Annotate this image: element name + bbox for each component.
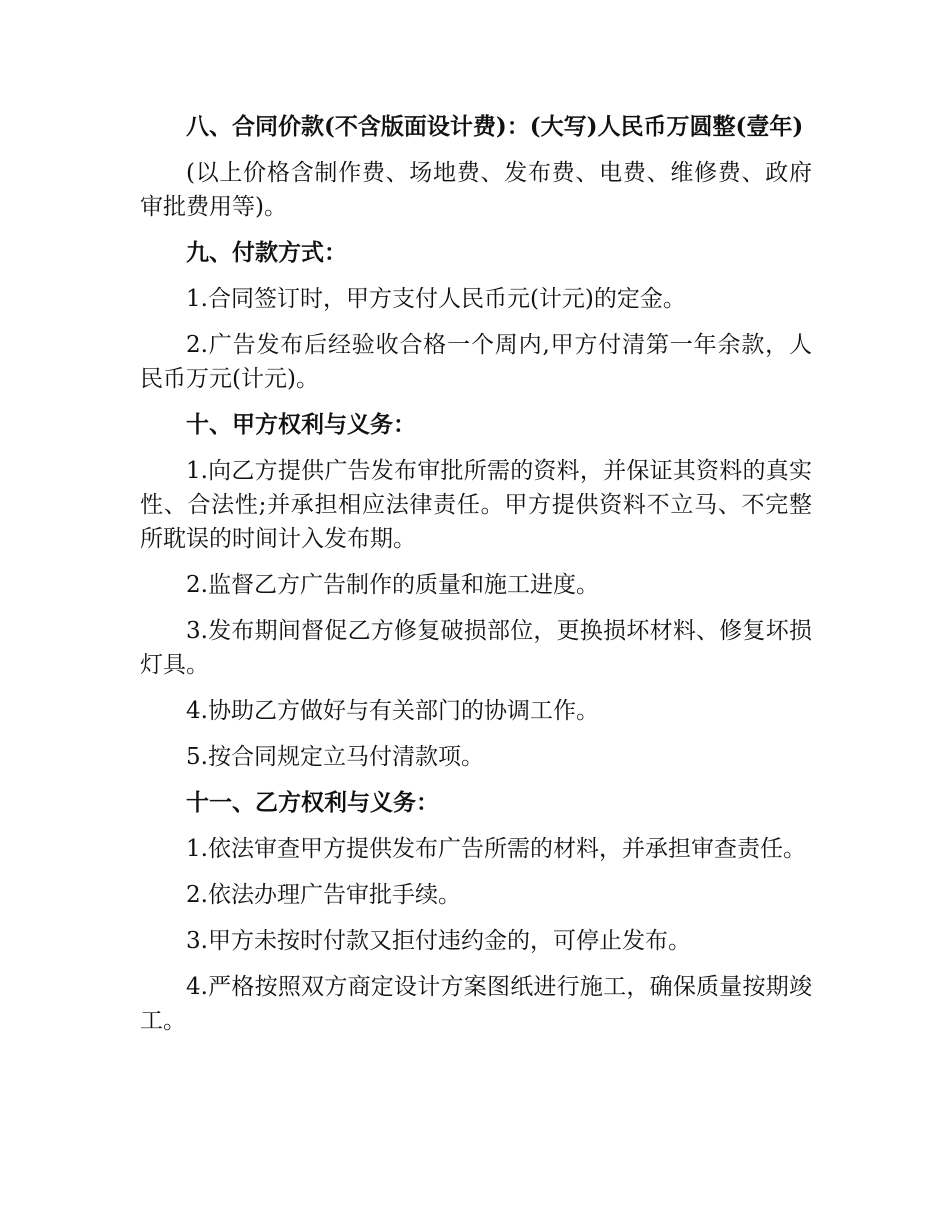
section-10-heading: 十、甲方权利与义务： [186, 411, 416, 438]
section-10-item-4: 4.协助乙方做好与有关部门的协调工作。 [186, 698, 599, 724]
section-8-heading: 八、合同价款(不含版面设计费)：(大写)人民币万圆整(壹年) [186, 113, 804, 140]
section-11-item-2: 2.依法办理广告审批手续。 [186, 882, 461, 908]
section-9-heading: 九、付款方式： [186, 239, 347, 266]
section-11-item-3: 3.甲方未按时付款又拒付违约金的，可停止发布。 [186, 928, 691, 954]
section-10-item-3: 3.发布期间督促乙方修复破损部位，更换损坏材料、修复坏损灯具。 [140, 618, 812, 678]
section-11-item-4: 4.严格按照双方商定设计方案图纸进行施工，确保质量按期竣工。 [140, 974, 812, 1034]
section-10-item-1: 1.向乙方提供广告发布审批所需的资料，并保证其资料的真实性、合法性;并承担相应法律责任。甲方提供资料不立马、不完整所耽误的时间计入发布期。 [140, 458, 812, 552]
section-10-item-5: 5.按合同规定立马付清款项。 [186, 744, 484, 770]
section-9-item-2: 2.广告发布后经验收合格一个周内,甲方付清第一年余款，人民币万元(计元)。 [140, 332, 812, 392]
section-8-note: (以上价格含制作费、场地费、发布费、电费、维修费、政府审批费用等)。 [140, 160, 812, 220]
section-11-item-1: 1.依法审查甲方提供发布广告所需的材料，并承担审查责任。 [186, 836, 806, 862]
section-11-heading: 十一、乙方权利与义务： [186, 789, 439, 816]
section-9-item-1: 1.合同签订时，甲方支付人民币元(计元)的定金。 [186, 286, 686, 312]
section-10-item-2: 2.监督乙方广告制作的质量和施工进度。 [186, 572, 599, 598]
